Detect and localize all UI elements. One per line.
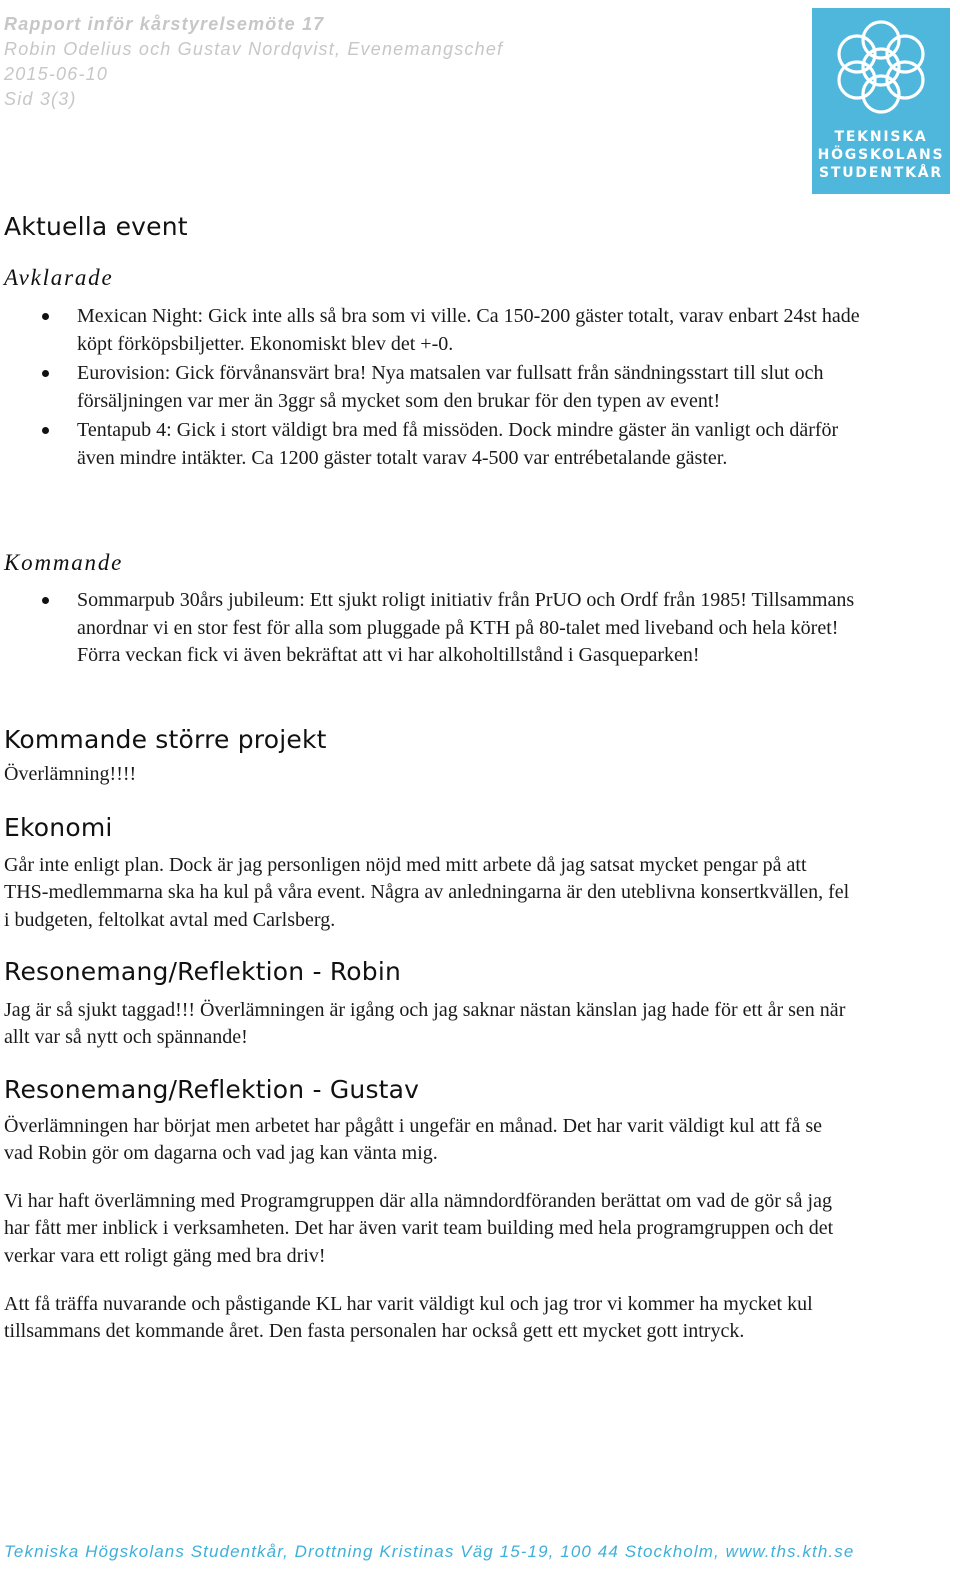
heading-avklarade: Avklarade — [4, 265, 114, 290]
kommande-list — [0, 587, 860, 672]
list-item: Eurovision: Gick förvånansvärt bra! Nya matsalen var fullsatt från sändningsstart till slut och försäljningen var mer än 3ggr så mycket som den brukar för den typen av event! — [0, 360, 860, 415]
logo-text-line1: TEKNISKA — [834, 129, 928, 145]
heading-reflektion-gustav: Resonemang/Reflektion - Gustav — [4, 1075, 420, 1104]
list-item: Mexican Night: Gick inte alls så bra som vi ville. Ca 150-200 gäster totalt, varav enbart 24st hade köpt förköpsbiljetter. Ekonomiskt blev det +-0. — [0, 303, 860, 358]
avklarade-list — [0, 303, 860, 474]
heading-storre-projekt: Kommande större projekt — [4, 725, 327, 754]
page-number: Sid 3(3) — [4, 89, 77, 109]
reflektion-gustav-p3: Att få träffa nuvarande och påstigande KL har varit väldigt kul och jag tror vi kommer ha mycket kul tillsammans det kommande året. Den fasta personalen har också gett ett mycket gott intryck. — [4, 1293, 813, 1343]
report-date: 2015-06-10 — [4, 64, 109, 84]
page-footer: Tekniska Högskolans Studentkår, Drottning Kristinas Väg 15-19, 100 44 Stockholm, www.ths.kth.se — [4, 1542, 855, 1561]
reflektion-robin-text: Jag är så sjukt taggad!!! Överlämningen är igång och jag saknar nästan känslan jag hade för ett år sen när allt var så nytt och spännande! — [4, 999, 846, 1049]
list-item: Tentapub 4: Gick i stort väldigt bra med få missöden. Dock mindre gäster än vanligt och därför även mindre intäkter. Ca 1200 gäster totalt varav 4-500 var entrébetalande gäster. — [0, 417, 860, 472]
ths-logo — [812, 8, 950, 194]
heading-kommande: Kommande — [4, 550, 124, 575]
storre-projekt-text: Överlämning!!!! — [4, 763, 137, 785]
logo-text-line3: STUDENTKÅR — [819, 165, 943, 181]
reflektion-gustav-p1: Överlämningen har börjat men arbetet har pågått i ungefär en månad. Det har varit väldigt kul att få se vad Robin gör om dagarna och vad jag kan vänta mig. — [4, 1115, 823, 1165]
list-item: Sommarpub 30års jubileum: Ett sjukt roligt initiativ från PrUO och Ordf från 1985! Tillsammans anordnar vi en stor fest för alla som pluggade på KTH på 80-talet med liveband och hela köret! Förra veckan fick vi även bekräftat att vi har alkoholtillstånd i Gasqueparken! — [0, 587, 860, 670]
report-authors: Robin Odelius och Gustav Nordqvist, Evenemangschef — [4, 39, 504, 59]
ekonomi-text: Går inte enligt plan. Dock är jag personligen nöjd med mitt arbete då jag satsat mycket pengar på att THS-medlemmarna ska ha kul på våra event. Några av anledningarna är den uteblivna konsertkvällen, fel i budgeten, feltolkat avtal med Carlsberg. — [4, 854, 850, 931]
heading-ekonomi: Ekonomi — [4, 813, 113, 842]
report-title: Rapport inför kårstyrelsemöte 17 — [4, 14, 325, 34]
ths-rings-icon — [812, 8, 950, 126]
reflektion-gustav-p2: Vi har haft överlämning med Programgruppen där alla nämndordföranden berättat om vad de gör så jag har fått mer inblick i verksamheten. Det har även varit team building med hela programgruppen och det verkar vara ett roligt gäng med bra driv! — [4, 1190, 834, 1267]
heading-reflektion-robin: Resonemang/Reflektion - Robin — [4, 957, 402, 986]
logo-text-line2: HÖGSKOLANS — [817, 147, 945, 163]
heading-aktuella-event: Aktuella event — [4, 212, 188, 241]
